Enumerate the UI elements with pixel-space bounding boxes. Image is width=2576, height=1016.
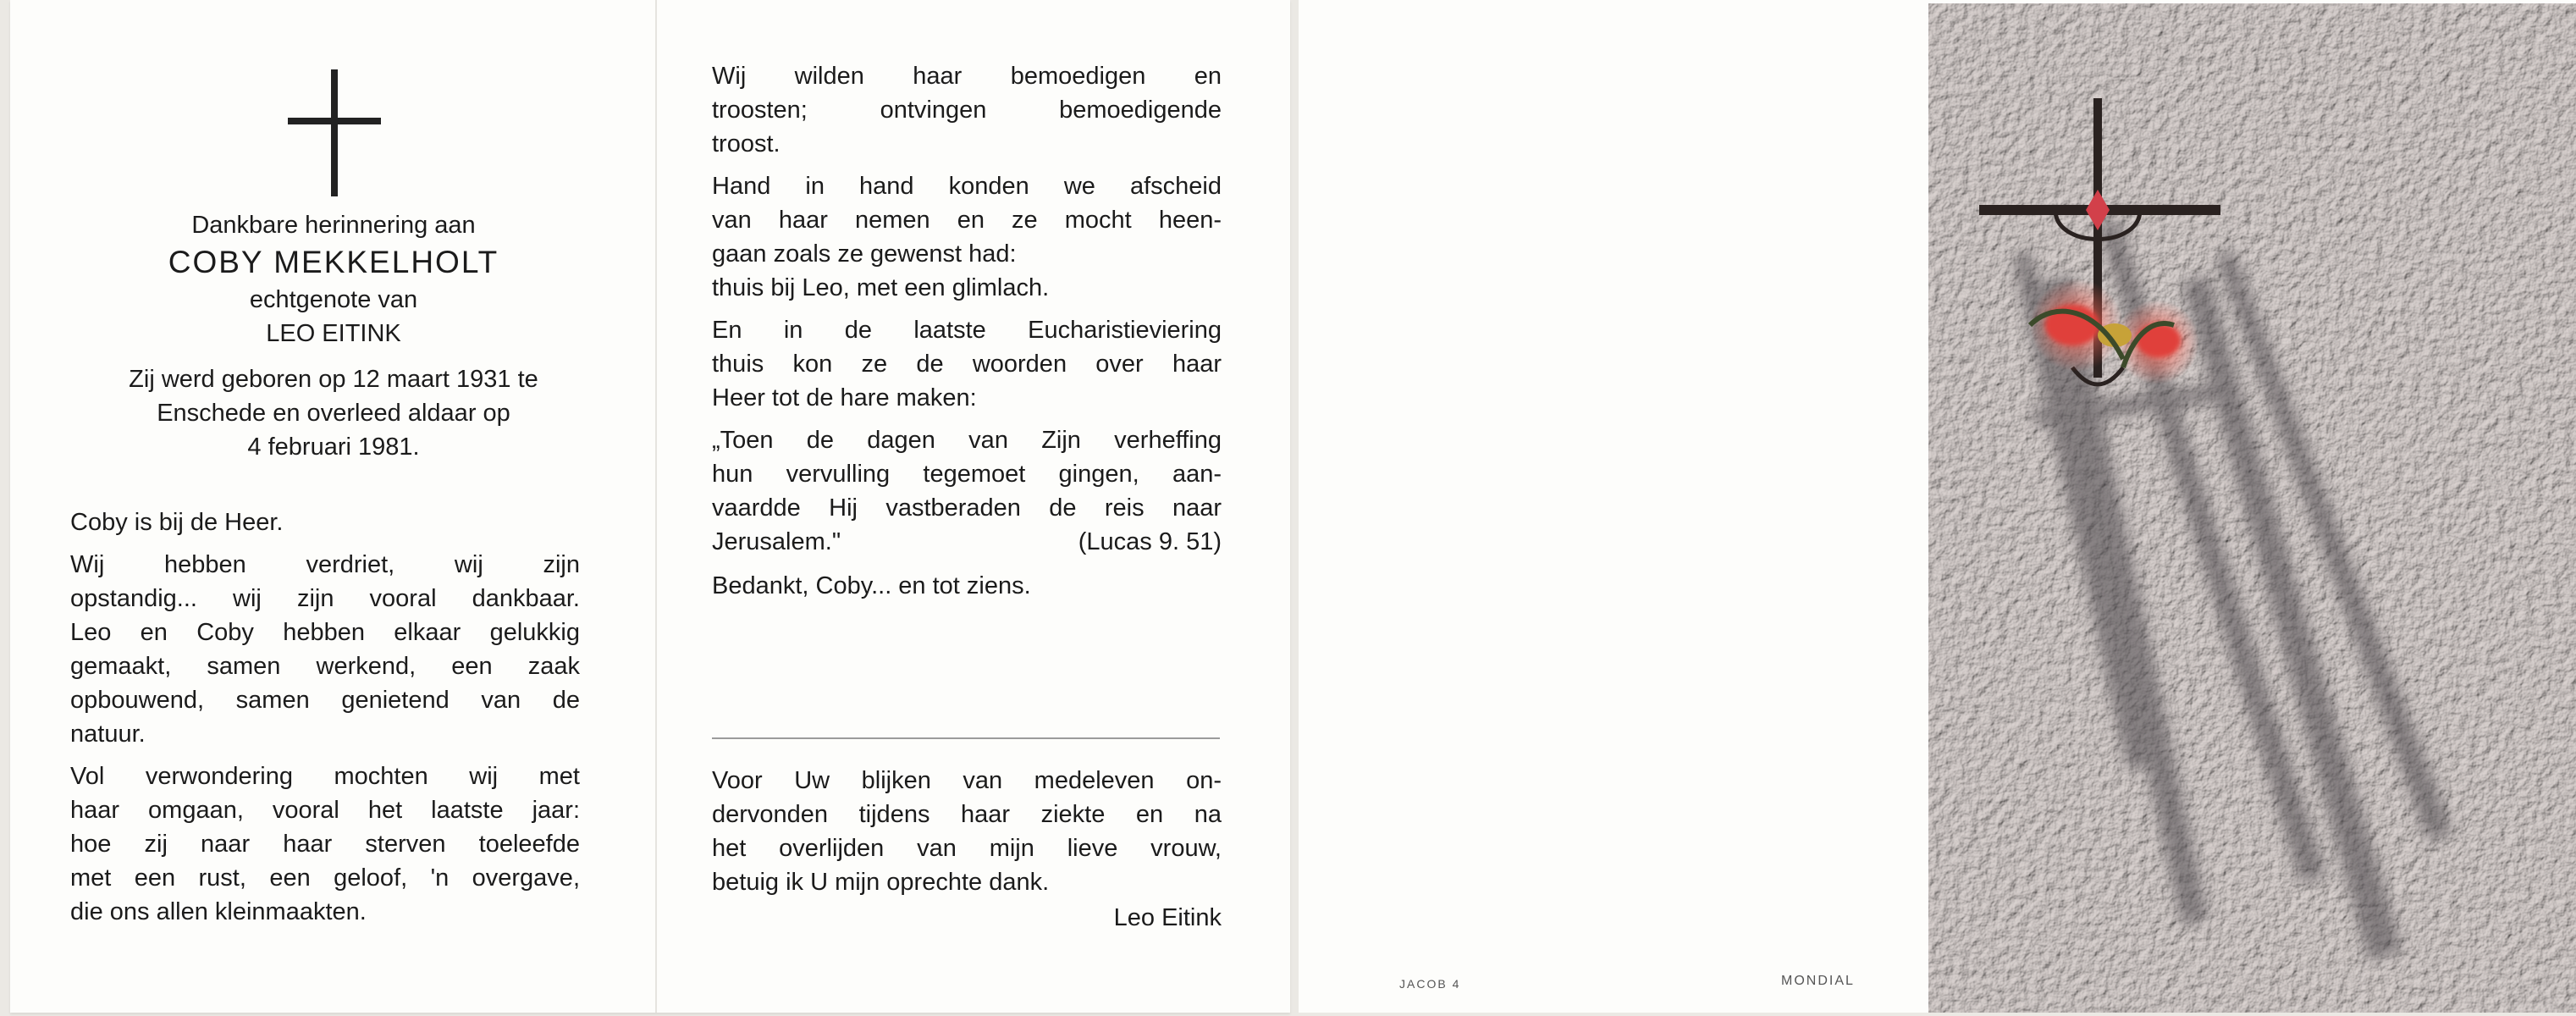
text-line: troost.	[712, 130, 781, 157]
text-line: opstandig... wij zijn vooral dankbaar.	[70, 585, 580, 612]
text-line: die ons allen kleinmaakten.	[70, 898, 367, 925]
fold-line	[655, 0, 657, 1013]
text-line: opbouwend, samen genietend van de	[70, 687, 580, 714]
text-line: het overlijden van mijn lieve vrouw,	[712, 835, 1222, 862]
paragraph	[70, 759, 580, 929]
birth-line: Enschede en overleed aldaar op	[157, 400, 510, 427]
text-line: gemaakt, samen werkend, een zaak	[70, 653, 580, 680]
text-line: En in de laatste Eucharistieviering	[712, 317, 1222, 344]
text-line: Wij hebben verdriet, wij zijn	[70, 551, 580, 578]
deceased-name: COBY MEKKELHOLT	[168, 245, 499, 279]
quote-end: Jerusalem."	[712, 528, 841, 555]
text-line: van haar nemen en ze mocht heen-	[712, 207, 1222, 234]
farewell-line: Bedankt, Coby... en tot ziens.	[712, 572, 1031, 599]
text-line: troosten; ontvingen bemoedigende	[712, 97, 1222, 124]
latin-cross-icon	[288, 69, 381, 196]
thanks-text	[712, 764, 1222, 935]
text-line: natuur.	[70, 721, 146, 748]
birth-line: 4 februari 1981.	[247, 433, 420, 461]
text-line: haar omgaan, vooral het laatste jaar:	[70, 797, 580, 824]
deceased-intro	[54, 208, 613, 464]
paragraph	[712, 59, 1222, 161]
text-line: Wij wilden haar bemoedigen en	[712, 63, 1222, 90]
memorial-text-middle	[712, 59, 1222, 603]
relation-label: echtgenote van	[249, 286, 418, 313]
remembrance-heading: Dankbare herinnering aan	[191, 212, 476, 239]
text-line: Hand in hand konden we afscheid	[712, 173, 1222, 200]
text-line: „Toen de dagen van Zijn verheffing	[712, 427, 1222, 454]
text-line: betuig ik U mijn oprechte dank.	[712, 869, 1050, 896]
text-line: hoe zij naar haar sterven toeleefde	[70, 831, 580, 858]
paragraph	[712, 169, 1222, 305]
series-name: MONDIAL	[1781, 974, 1855, 988]
printer-code: JACOB 4	[1399, 977, 1461, 991]
paragraph	[70, 548, 580, 751]
cross-photograph	[1928, 3, 2576, 1013]
text-line: Voor Uw blijken van medeleven on-	[712, 767, 1222, 794]
text-line: hun vervulling tegemoet gingen, aan-	[712, 461, 1222, 488]
birth-death-text	[54, 362, 613, 464]
text-line: vaardde Hij vastberaden de reis naar	[712, 494, 1222, 522]
text-line: Leo en Coby hebben elkaar gelukkig	[70, 619, 580, 646]
birth-line: Zij werd geboren op 12 maart 1931 te	[129, 366, 538, 393]
scripture-quote	[712, 423, 1222, 559]
text-line: dervonden tijdens haar ziekte en na	[712, 801, 1222, 828]
memorial-text-left	[70, 505, 580, 937]
text-line: gaan zoals ze gewenst had:	[712, 240, 1017, 268]
text-line: Coby is bij de Heer.	[70, 509, 284, 536]
text-line: Vol verwondering mochten wij met	[70, 763, 580, 790]
text-line: Heer tot de hare maken:	[712, 384, 977, 411]
text-line: thuis bij Leo, met een glimlach.	[712, 274, 1050, 301]
quote-reference: (Lucas 9. 51)	[1078, 528, 1222, 555]
text-line: met een rust, een geloof, 'n overgave,	[70, 864, 580, 892]
text-line: thuis kon ze de woorden over haar	[712, 351, 1222, 378]
spouse-name: LEO EITINK	[266, 320, 401, 347]
quote-last-line	[712, 525, 1222, 559]
divider	[712, 737, 1220, 739]
paragraph	[712, 313, 1222, 415]
signature: Leo Eitink	[1113, 904, 1222, 931]
paragraph	[70, 505, 580, 539]
